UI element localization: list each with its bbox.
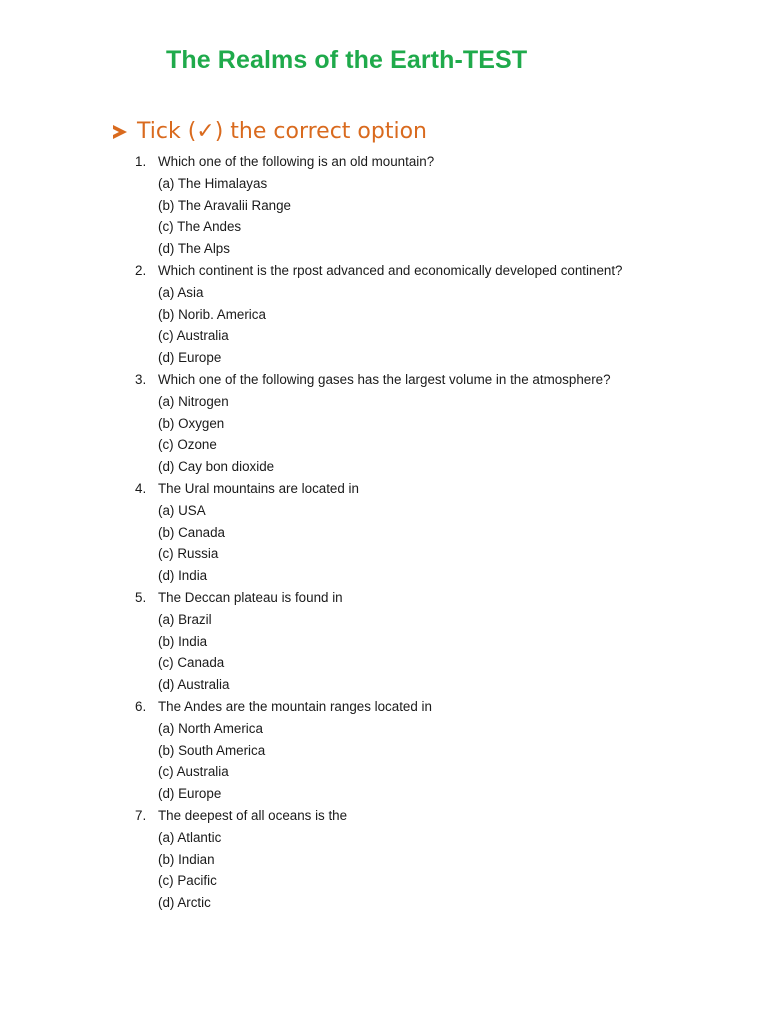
question-number: 2.: [135, 262, 147, 278]
question-text: The deepest of all oceans is the: [158, 807, 348, 823]
option-c: (c) Canada: [158, 655, 225, 671]
option-d: (d) Australia: [158, 677, 230, 693]
question-number: 1.: [135, 154, 147, 169]
question-6: [135, 696, 735, 805]
option-a: (a) USA: [158, 502, 206, 518]
question-5: [135, 587, 735, 696]
option-c: (c) Pacific: [158, 873, 217, 889]
question-text: The Deccan plateau is found in: [158, 589, 343, 605]
option-d: (d) The Alps: [158, 241, 230, 257]
question-2: [135, 260, 735, 369]
section-heading-text: Tick (✓) the correct option: [137, 119, 427, 144]
option-a: (a) The Himalayas: [158, 175, 268, 191]
question-1: [135, 151, 735, 260]
option-d: (d) Europe: [158, 350, 222, 366]
option-a: (a) Nitrogen: [158, 393, 229, 409]
option-a: (a) Asia: [158, 284, 204, 300]
option-b: (b) Indian: [158, 851, 215, 867]
question-text: The Ural mountains are located in: [158, 480, 359, 496]
question-number: 6.: [135, 698, 147, 714]
option-c: (c) Ozone: [158, 437, 217, 453]
option-a: (a) Atlantic: [158, 829, 222, 845]
option-d: (d) Cay bon dioxide: [158, 459, 275, 475]
question-3: [135, 369, 735, 478]
option-a: (a) North America: [158, 720, 263, 736]
question-text: Which one of the following is an old mountain?: [158, 154, 435, 169]
option-c: (c) The Andes: [158, 219, 242, 235]
arrow-bullet-icon: [113, 125, 127, 139]
option-b: (b) The Aravalii Range: [158, 197, 291, 213]
question-text: The Andes are the mountain ranges located in: [158, 698, 432, 714]
option-b: (b) India: [158, 633, 208, 649]
question-number: 3.: [135, 371, 147, 387]
option-b: (b) Norib. America: [158, 306, 266, 322]
option-d: (d) Arctic: [158, 895, 211, 911]
question-list: [135, 151, 735, 914]
option-b: (b) Oxygen: [158, 415, 225, 431]
option-c: (c) Australia: [158, 328, 229, 344]
question-7: [135, 805, 735, 914]
question-number: 4.: [135, 480, 147, 496]
option-d: (d) Europe: [158, 786, 222, 802]
option-c: (c) Russia: [158, 546, 219, 562]
section-heading: [113, 119, 427, 144]
question-text: Which one of the following gases has the largest volume in the atmosphere?: [158, 371, 611, 387]
question-number: 7.: [135, 807, 147, 823]
option-d: (d) India: [158, 568, 208, 584]
page-title: The Realms of the Earth-TEST: [166, 46, 528, 74]
option-b: (b) Canada: [158, 524, 225, 540]
option-c: (c) Australia: [158, 764, 229, 780]
option-b: (b) South America: [158, 742, 266, 758]
question-number: 5.: [135, 589, 147, 605]
question-text: Which continent is the rpost advanced and economically developed continent?: [158, 262, 623, 278]
option-a: (a) Brazil: [158, 611, 212, 627]
question-4: [135, 478, 735, 587]
